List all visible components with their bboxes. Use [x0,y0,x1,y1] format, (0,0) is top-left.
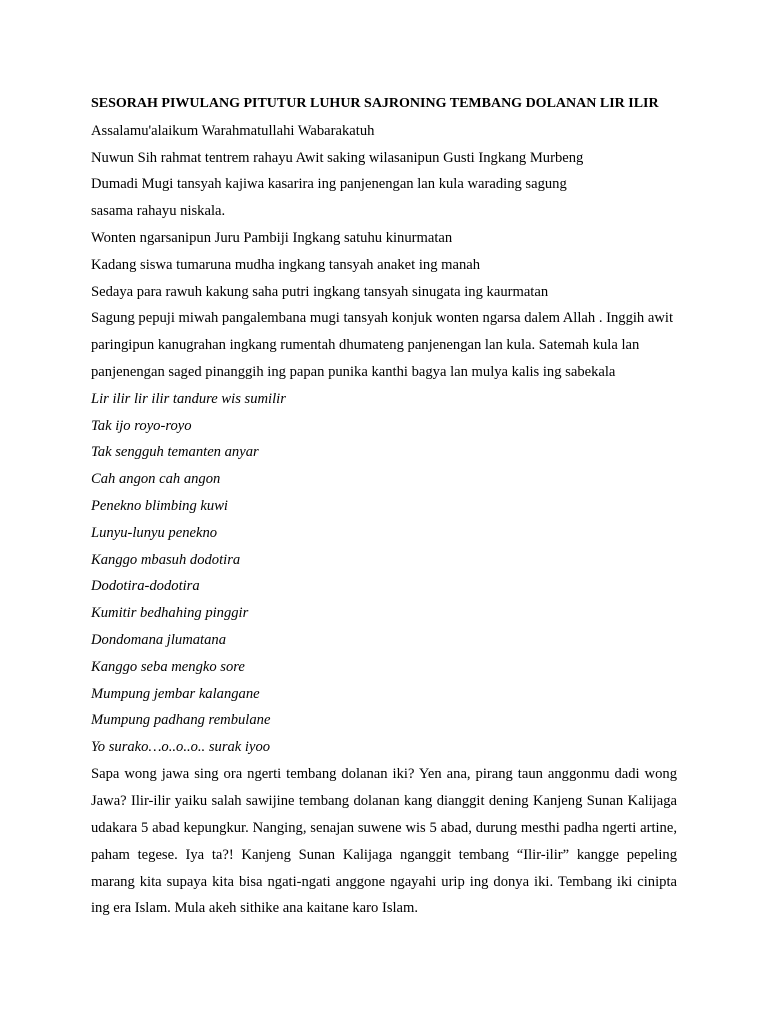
greeting-line: Assalamu'alaikum Warahmatullahi Wabarakatuh [91,122,375,139]
poem-line: Dondomana jlumatana [91,631,226,648]
poem-line: Lir ilir lir ilir tandure wis sumilir [91,390,286,407]
poem-line: Yo surako…o..o..o.. surak iyoo [91,739,271,756]
closing-paragraph: Sapa wong jawa sing ora ngerti tembang dolanan iki? Yen ana, pirang taun anggonmu dadi wong Jawa? Ilir-ilir yaiku salah sawijine tembang dolanan kang dianggit dening Kanjeng Sunan Kalijaga udakara 5 abad kepungkur. Nanging, senajan suwene wis 5 abad, durung mesthi padha ngerti artine, paham tegese. Iya ta?! Kanjeng Sunan Kalijaga nganggit tembang “Ilir-ilir” kangge pepeling marang kita supaya kita bisa ngati-ngati anggone ngayahi urip ing donya iki. Tembang iki cinipta ing era Islam. Mula akeh sithike ana kaitane karo Islam. [91,765,677,917]
opening-line: Kadang siswa tumaruna mudha ingkang tansyah anaket ing manah [91,256,481,273]
poem-line: Cah angon cah angon [91,471,221,488]
poem-line: Mumpung padhang rembulane [91,712,271,729]
poem-line: Mumpung jembar kalangane [91,685,260,702]
poem-line: Lunyu-lunyu penekno [91,524,218,541]
poem-line: Dodotira-dodotira [91,578,200,595]
poem-line: Tak sengguh temanten anyar [91,444,259,461]
opening-line: Sedaya para rawuh kakung saha putri ingkang tansyah sinugata ing kaurmatan [91,283,549,300]
opening-line: Wonten ngarsanipun Juru Pambiji Ingkang satuhu kinurmatan [91,229,453,246]
opening-line: Dumadi Mugi tansyah kajiwa kasarira ing panjenengan lan kula warading sagung [91,176,567,193]
document-body [91,91,677,922]
poem-line: Kumitir bedhahing pinggir [91,605,249,622]
poem-line: Kanggo seba mengko sore [91,658,245,675]
poem-line: Penekno blimbing kuwi [91,497,228,514]
opening-line: sasama rahayu niskala. [91,203,226,220]
poem-line: Tak ijo royo-royo [91,417,192,434]
poem-line: Kanggo mbasuh dodotira [91,551,241,568]
opening-line: Nuwun Sih rahmat tentrem rahayu Awit saking wilasanipun Gusti Ingkang Murbeng [91,149,584,166]
prayer-paragraph: Sagung pepuji miwah pangalembana mugi tansyah konjuk wonten ngarsa dalem Allah . Inggih awit paringipun kanugrahan ingkang rumentah dhumateng panjenengan lan kula. Satemah kula lan panjenengan saged pinanggih ing papan punika kanthi bagya lan mulya kalis ing sabekala [91,310,674,380]
document-title: SESORAH PIWULANG PITUTUR LUHUR SAJRONING TEMBANG DOLANAN LIR ILIR [91,96,659,111]
